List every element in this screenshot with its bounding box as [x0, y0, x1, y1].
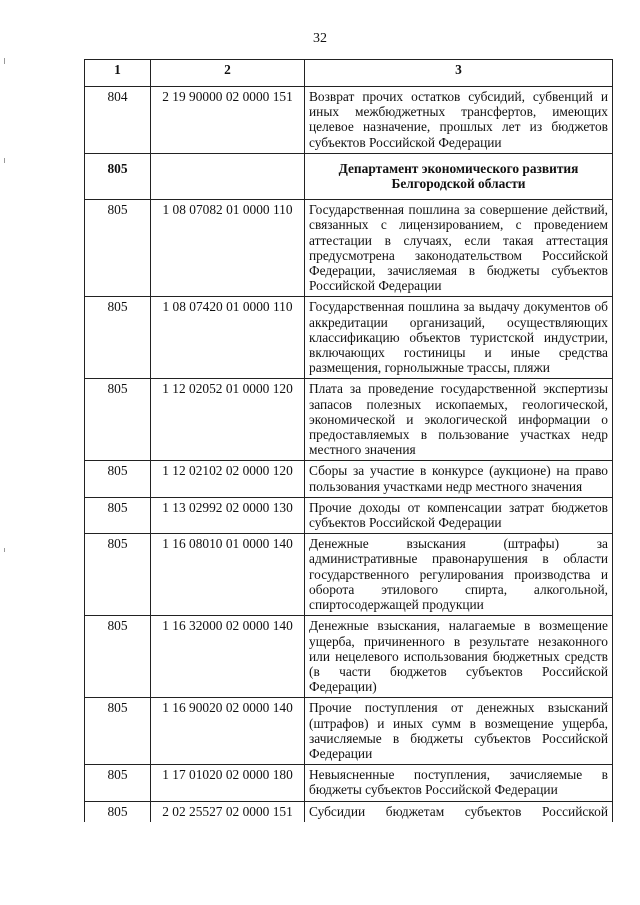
revenue-codes-table	[84, 59, 613, 822]
table-row	[85, 497, 613, 533]
scan-edge-mark	[4, 548, 5, 552]
revenue-description-cell: Департамент экономического развития Белгородской области	[305, 153, 613, 199]
page-number: 32	[313, 31, 327, 46]
column-header-code: 2	[151, 60, 305, 87]
budget-classification-code-cell: 1 16 32000 02 0000 140	[151, 616, 305, 698]
admin-code-cell: 804	[85, 87, 151, 154]
scan-edge-mark	[4, 58, 5, 64]
admin-code-cell: 805	[85, 801, 151, 822]
table-row	[85, 616, 613, 698]
admin-code-cell: 805	[85, 200, 151, 297]
revenue-description-cell: Государственная пошлина за выдачу документов об аккредитации организаций, осуществляющих классификацию объектов туристской индустрии, включающих гостиницы и иные средства размещения, горнолыжные трассы, пляжи	[305, 297, 613, 379]
admin-code-cell: 805	[85, 461, 151, 497]
table-row	[85, 379, 613, 461]
revenue-description-cell: Денежные взыскания, налагаемые в возмещение ущерба, причиненного в результате незаконного или нецелевого использования бюджетных средств (в части бюджетов субъектов Российской Федерации)	[305, 616, 613, 698]
table-body	[85, 87, 613, 822]
budget-classification-code-cell: 1 17 01020 02 0000 180	[151, 765, 305, 801]
table-row	[85, 765, 613, 801]
revenue-description-cell: Прочие поступления от денежных взысканий (штрафов) и иных сумм в возмещение ущерба, зачисляемые в бюджеты субъектов Российской Федерации	[305, 698, 613, 765]
admin-code-cell: 805	[85, 698, 151, 765]
revenue-description-cell: Прочие доходы от компенсации затрат бюджетов субъектов Российской Федерации	[305, 497, 613, 533]
admin-code-cell: 805	[85, 497, 151, 533]
revenue-description-cell: Невыясненные поступления, зачисляемые в бюджеты субъектов Российской Федерации	[305, 765, 613, 801]
revenue-description-cell: Сборы за участие в конкурсе (аукционе) на право пользования участками недр местного значения	[305, 461, 613, 497]
revenue-description-cell: Субсидии бюджетам субъектов Российской	[305, 801, 613, 822]
admin-code-cell: 805	[85, 534, 151, 616]
table-row	[85, 461, 613, 497]
revenue-description-cell: Возврат прочих остатков субсидий, субвенций и иных межбюджетных трансфертов, имеющих целевое назначение, прошлых лет из бюджетов субъектов Российской Федерации	[305, 87, 613, 154]
budget-classification-code-cell: 1 16 08010 01 0000 140	[151, 534, 305, 616]
revenue-description-cell: Денежные взыскания (штрафы) за административные правонарушения в области государственного регулирования производства и оборота этилового спирта, алкогольной, спиртосодержащей продукции	[305, 534, 613, 616]
budget-classification-code-cell: 1 13 02992 02 0000 130	[151, 497, 305, 533]
budget-classification-code-cell: 1 08 07420 01 0000 110	[151, 297, 305, 379]
column-header-admin: 1	[85, 60, 151, 87]
budget-classification-code-cell: 2 02 25527 02 0000 151	[151, 801, 305, 822]
table-row	[85, 534, 613, 616]
budget-classification-code-cell: 1 08 07082 01 0000 110	[151, 200, 305, 297]
table-header-row	[85, 60, 613, 87]
budget-classification-code-cell: 2 19 90000 02 0000 151	[151, 87, 305, 154]
scan-edge-mark	[4, 158, 5, 163]
budget-classification-code-cell: 1 16 90020 02 0000 140	[151, 698, 305, 765]
admin-code-cell: 805	[85, 765, 151, 801]
column-header-description: 3	[305, 60, 613, 87]
table-row	[85, 698, 613, 765]
admin-code-cell: 805	[85, 153, 151, 199]
table-row	[85, 801, 613, 822]
budget-classification-code-cell: 1 12 02102 02 0000 120	[151, 461, 305, 497]
table-row	[85, 87, 613, 154]
section-header-row	[85, 153, 613, 199]
budget-classification-code-cell: 1 12 02052 01 0000 120	[151, 379, 305, 461]
table-row	[85, 297, 613, 379]
admin-code-cell: 805	[85, 297, 151, 379]
table-row	[85, 200, 613, 297]
budget-classification-code-cell	[151, 153, 305, 199]
revenue-description-cell: Государственная пошлина за совершение действий, связанных с лицензированием, с проведением аттестации в случаях, если такая аттестация предусмотрена законодательством Российской Федерации, зачисляемая в бюджеты субъектов Российской Федерации	[305, 200, 613, 297]
admin-code-cell: 805	[85, 379, 151, 461]
revenue-description-cell: Плата за проведение государственной экспертизы запасов полезных ископаемых, геологической, экономической и экологической информации о предоставляемых в пользование участках недр местного значения	[305, 379, 613, 461]
admin-code-cell: 805	[85, 616, 151, 698]
